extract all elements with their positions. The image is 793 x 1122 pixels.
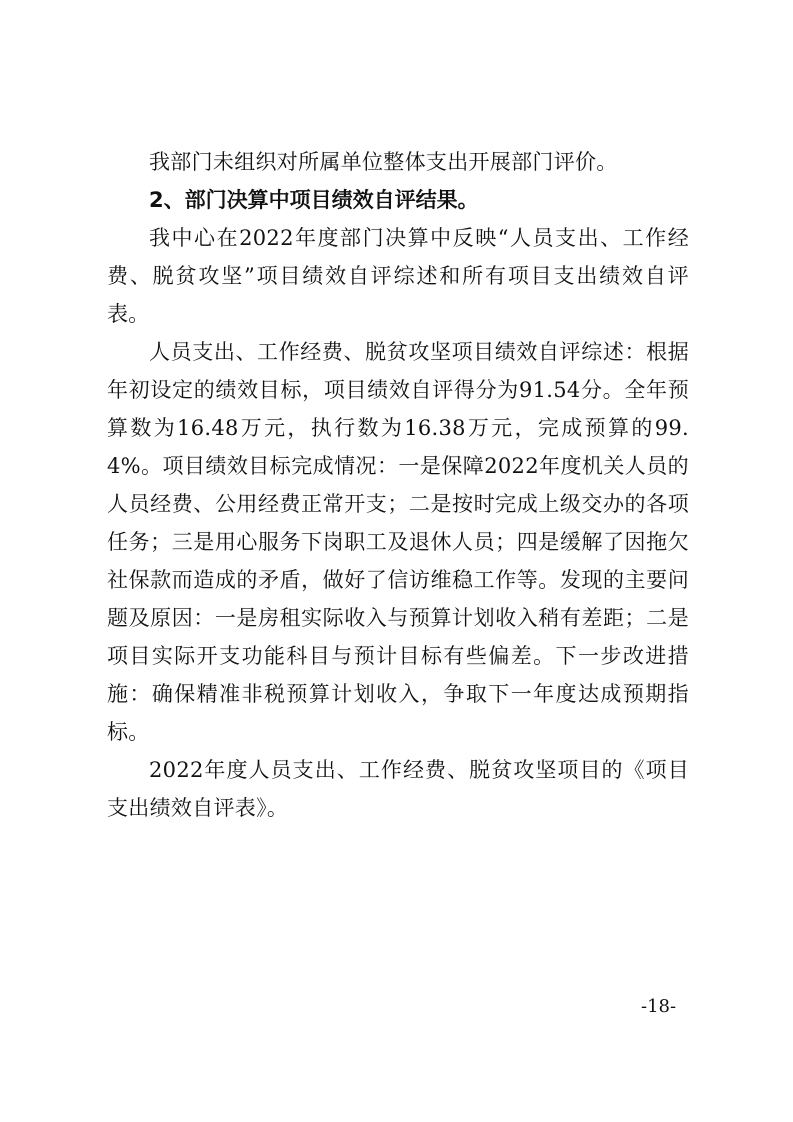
paragraph-dept-evaluation: 我部门未组织对所属单位整体支出开展部门评价。: [149, 150, 618, 174]
section-heading-project-self-evaluation: 2、部门决算中项目绩效自评结果。: [149, 188, 479, 212]
page-number: -18-: [641, 996, 677, 1017]
paragraph-evaluation-table: 2022年度人员支出、工作经费、脱贫攻坚项目的《项目支出绩效自评表》。: [107, 758, 689, 820]
document-body: [107, 143, 689, 827]
paragraph-center-report: 我中心在2022年度部门决算中反映“人员支出、工作经费、脱贫攻坚”项目绩效自评综述和所有项目支出绩效自评表。: [107, 226, 689, 326]
paragraph-evaluation-summary: 人员支出、工作经费、脱贫攻坚项目绩效自评综述：根据年初设定的绩效目标，项目绩效自评得分为91.54分。全年预算数为16.48万元，执行数为16.38万元，完成预算的99.4%。项目绩效目标完成情况：一是保障2022年度机关人员的人员经费、公用经费正常开支；二是按时完成上级交办的各项任务；三是用心服务下岗职工及退休人员；四是缓解了因拖欠社保款而造成的矛盾，做好了信访维稳工作等。发现的主要问题及原因：一是房租实际收入与预算计划收入稍有差距；二是项目实际开支功能科目与预计目标有些偏差。下一步改进措施：确保精准非税预算计划收入，争取下一年度达成预期指标。: [107, 340, 689, 744]
